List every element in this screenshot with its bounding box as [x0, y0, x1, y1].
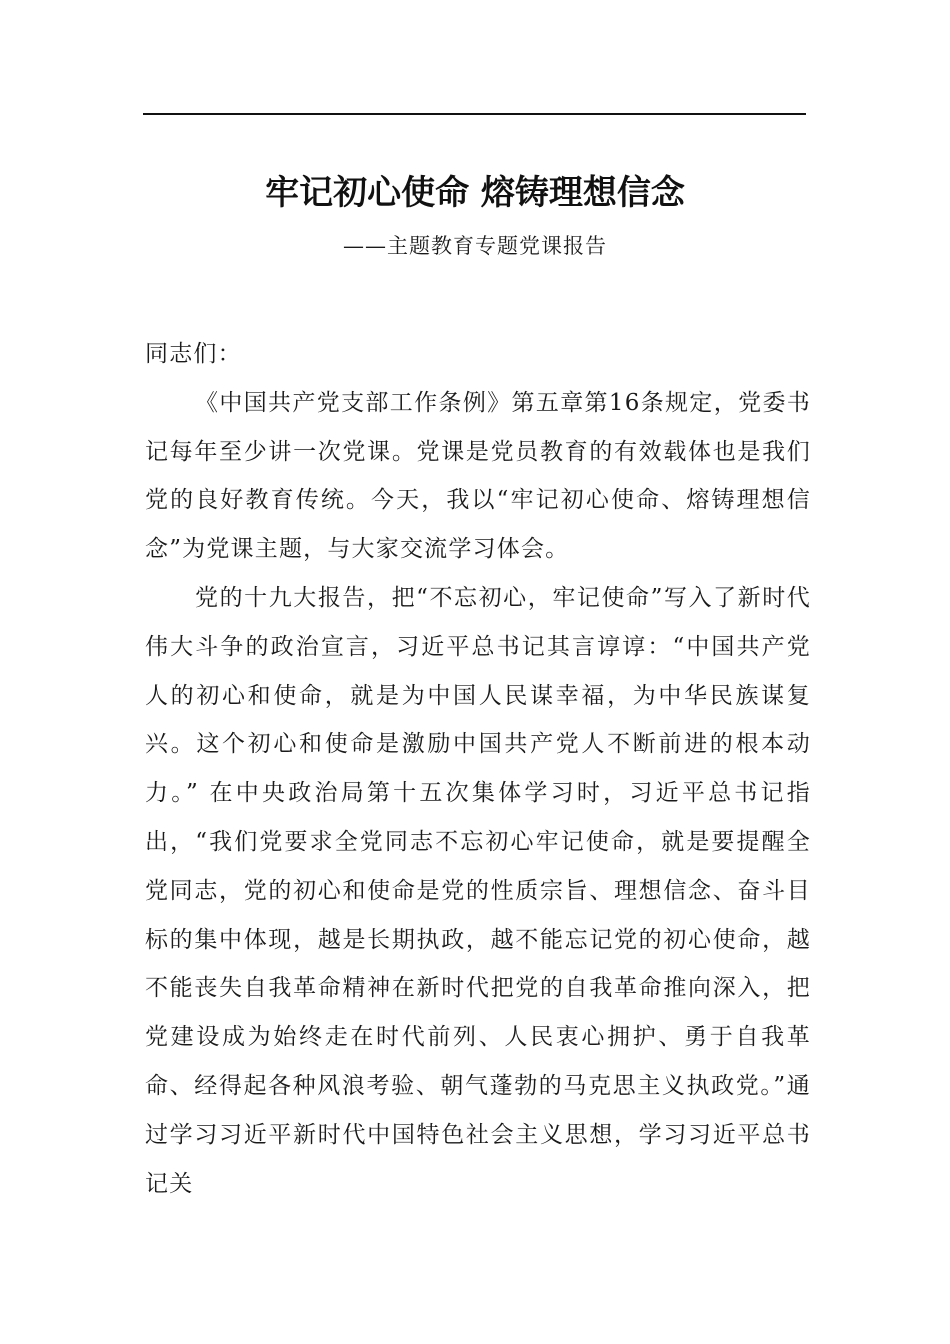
document-title: 牢记初心使命 熔铸理想信念 [265, 173, 685, 213]
header-rule [143, 113, 806, 115]
paragraph: 党的十九大报告，把“不忘初心，牢记使命”写入了新时代伟大斗争的政治宣言，习近平总书记其言谆谆：“中国共产党人的初心和使命，就是为中国人民谋幸福，为中华民族谋复兴。这个初心和使命是激励中国共产党人不断前进的根本动力。” 在中央政治局第十五次集体学习时，习近平总书记指出，“我们党要求全党同志不忘初心牢记使命，就是要提醒全党同志，党的初心和使命是党的性质宗旨、理想信念、奋斗目标的集中体现，越是长期执政，越不能忘记党的初心使命，越不能丧失自我革命精神在新时代把党的自我革命推向深入，把党建设成为始终走在时代前列、人民衷心拥护、勇于自我革命、经得起各种风浪考验、朝气蓬勃的马克思主义执政党。”通过学习习近平新时代中国特色社会主义思想，学习习近平总书记关 [145, 584, 811, 1197]
document-subtitle: ——主题教育专题党课报告 [343, 234, 607, 258]
document-body [145, 330, 811, 1208]
paragraph: 《中国共产党支部工作条例》第五章第16条规定，党委书记每年至少讲一次党课。党课是党员教育的有效载体也是我们党的良好教育传统。今天，我以“牢记初心使命、熔铸理想信念”为党课主题，与大家交流学习体会。 [145, 389, 811, 563]
salutation: 同志们： [145, 341, 242, 367]
